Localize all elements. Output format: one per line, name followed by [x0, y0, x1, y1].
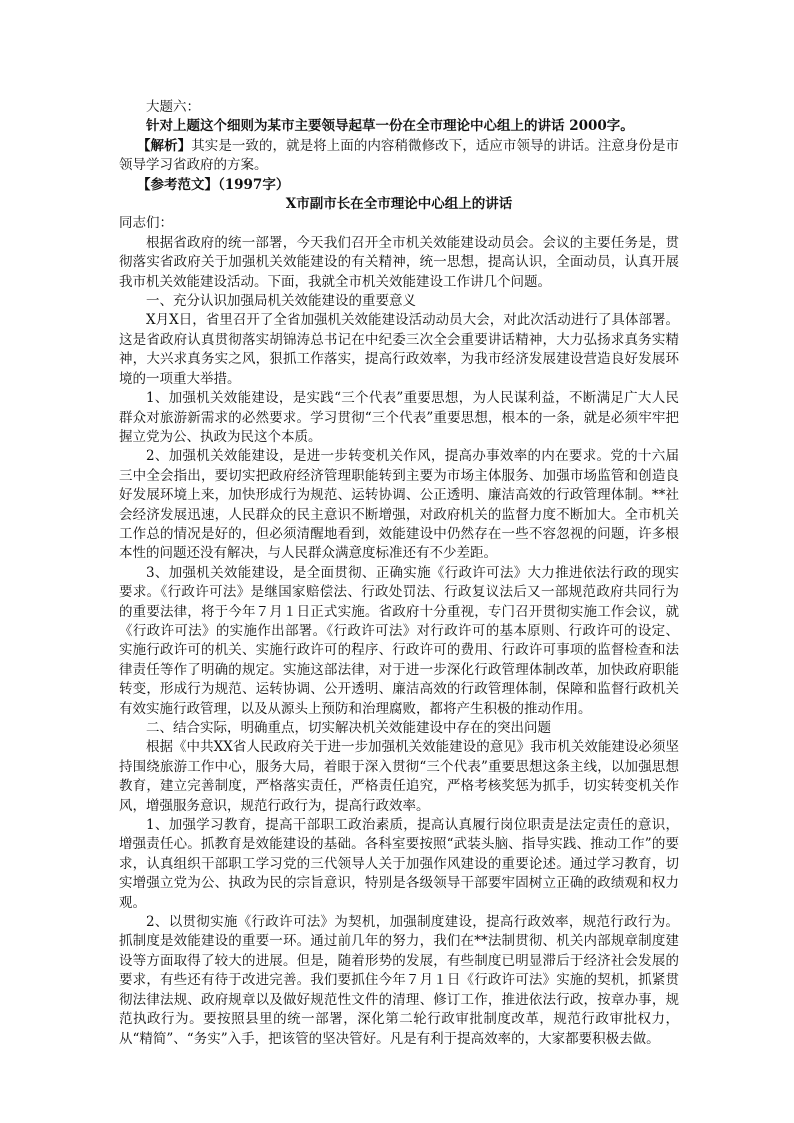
speech-title: X市副市长在全市理论中心组上的讲话: [285, 196, 513, 213]
reference-word-count: （1997字）: [218, 176, 290, 193]
section-heading: 大题六：: [146, 99, 200, 115]
document-page: [119, 98, 679, 1049]
analysis-paragraph: [119, 137, 679, 176]
body-paragraph: 1、加强机关效能建设，是实践“三个代表”重要思想，为人民谋利益，不断满足广大人民群众对旅游新需求的必然要求。学习贯彻“三个代表”重要思想，根本的一条，就是必须牢牢把握立党为公、执政为民这个本质。: [119, 390, 679, 445]
body-paragraph: 2、以贯彻实施《行政许可法》为契机，加强制度建设，提高行政效率，规范行政行为。抓制度是效能建设的重要一环。通过前几年的努力，我们在**法制贯彻、机关内部规章制度建设等方面取得了较大的进展。但是，随着形势的发展，有些制度已明显滞后于经济社会发展的要求，有些还有待于改进完善。我们要抓住今年７月１日《行政许可法》实施的契机，抓紧贯彻法律法规、政府规章以及做好规范性文件的清理、修订工作，推进依法行政，按章办事，规范执政行为。要按照县里的统一部署，深化第二轮行政审批制度改革，规范行政审批权力，从“精简”、“务实”入手，把该管的坚决管好。凡是有利于提高效率的，大家都要积极去做。: [119, 914, 679, 1047]
question-text: 针对上题这个细则为某市主要领导起草一份在全市理论中心组上的讲话 2000字。: [146, 118, 634, 135]
body-paragraph: 根据省政府的统一部署，今天我们召开全市机关效能建设动员会。会议的主要任务是，贯彻落实省政府关于加强机关效能建设的有关精神，统一思想，提高认识，全面动员，认真开展我市机关效能建设活动。下面，我就全市机关效能建设工作讲几个问题。: [119, 234, 679, 290]
body-paragraph: 2、加强机关效能建设，是进一步转变机关作风，提高办事效率的内在要求。党的十六届三中全会指出，要切实把政府经济管理职能转到主要为市场主体服务、加强市场监管和创造良好发展环境上来，加快形成行为规范、运转协调、公正透明、廉洁高效的行政管理体制。**社会经济发展迅速，人民群众的民主意识不断增强，对政府机关的监督力度不断加大。全市机关工作总的情况是好的，但必须清醒地看到，效能建设中仍然存在一些不容忽视的问题，许多根本性的问题还没有解决，与人民群众满意度标准还有不少差距。: [119, 448, 679, 562]
body-paragraph: 3、加强机关效能建设，是全面贯彻、正确实施《行政许可法》大力推进依法行政的现实要求。《行政许可法》是继国家赔偿法、行政处罚法、行政复议法后又一部规范政府共同行为的重要法律，将于今年７月１日正式实施。省政府十分重视，专门召开贯彻实施工作会议，就《行政许可法》的实施作出部署。《行政许可法》对行政许可的基本原则、行政许可的设定、实施行政许可的机关、实施行政许可的程序、行政许可的费用、行政许可事项的监督检查和法律责任等作了明确的规定。实施这部法律，对于进一步深化行政管理体制改革，加快政府职能转变，形成行为规范、运转协调、公开透明、廉洁高效的行政管理体制，保障和监督行政机关有效实施行政管理，以及从源头上预防和治理腐败，都将产生积极的推动作用。: [119, 564, 679, 717]
body-paragraph: 根据《中共XX省人民政府关于进一步加强机关效能建设的意见》我市机关效能建设必须坚持围绕旅游工作中心，服务大局，着眼于深入贯彻“三个代表”重要思想这条主线，以加强思想教育，建立完善制度，严格落实责任，严格责任追究，严格考核奖惩为抓手，切实转变机关作风，增强服务意识，规范行政行为，提高行政效率。: [119, 739, 679, 814]
body-paragraph: 1、加强学习教育，提高干部职工政治素质，提高认真履行岗位职责是法定责任的意识，增强责任心。抓教育是效能建设的基础。各科室要按照“武装头脑、指导实践、推动工作”的要求，认真组织干部职工学习党的三代领导人关于加强作风建设的重要论述。通过学习教育，切实增强立党为公、执政为民的宗旨意识，特别是各级领导干部要牢固树立正确的政绩观和权力观。: [119, 817, 679, 911]
analysis-label: 【解析】: [137, 137, 192, 154]
body-paragraph: X月X日，省里召开了全省加强机关效能建设活动动员大会，对此次活动进行了具体部署。这是省政府认真贯彻落实胡锦涛总书记在中纪委三次全会重要讲话精神，大力弘扬求真务实精神，大兴求真务实之风，狠抓工作落实，提高行政效率，为我市经济发展建设营造良好发展环境的一项重大举措。: [119, 312, 679, 387]
reference-heading: [119, 176, 679, 195]
section-title-2: 二、结合实际，明确重点，切实解决机关效能建设中存在的突出问题: [146, 720, 551, 736]
speech-greeting: 同志们：: [119, 215, 173, 232]
section-title-1: 一、充分认识加强局机关效能建设的重要意义: [146, 293, 416, 310]
reference-label: 【参考范文】: [137, 176, 218, 193]
analysis-text: 其实是一致的，就是将上面的内容稍微修改下，适应市领导的讲话。注意身份是市领导学习省政府的方案。: [119, 137, 680, 174]
